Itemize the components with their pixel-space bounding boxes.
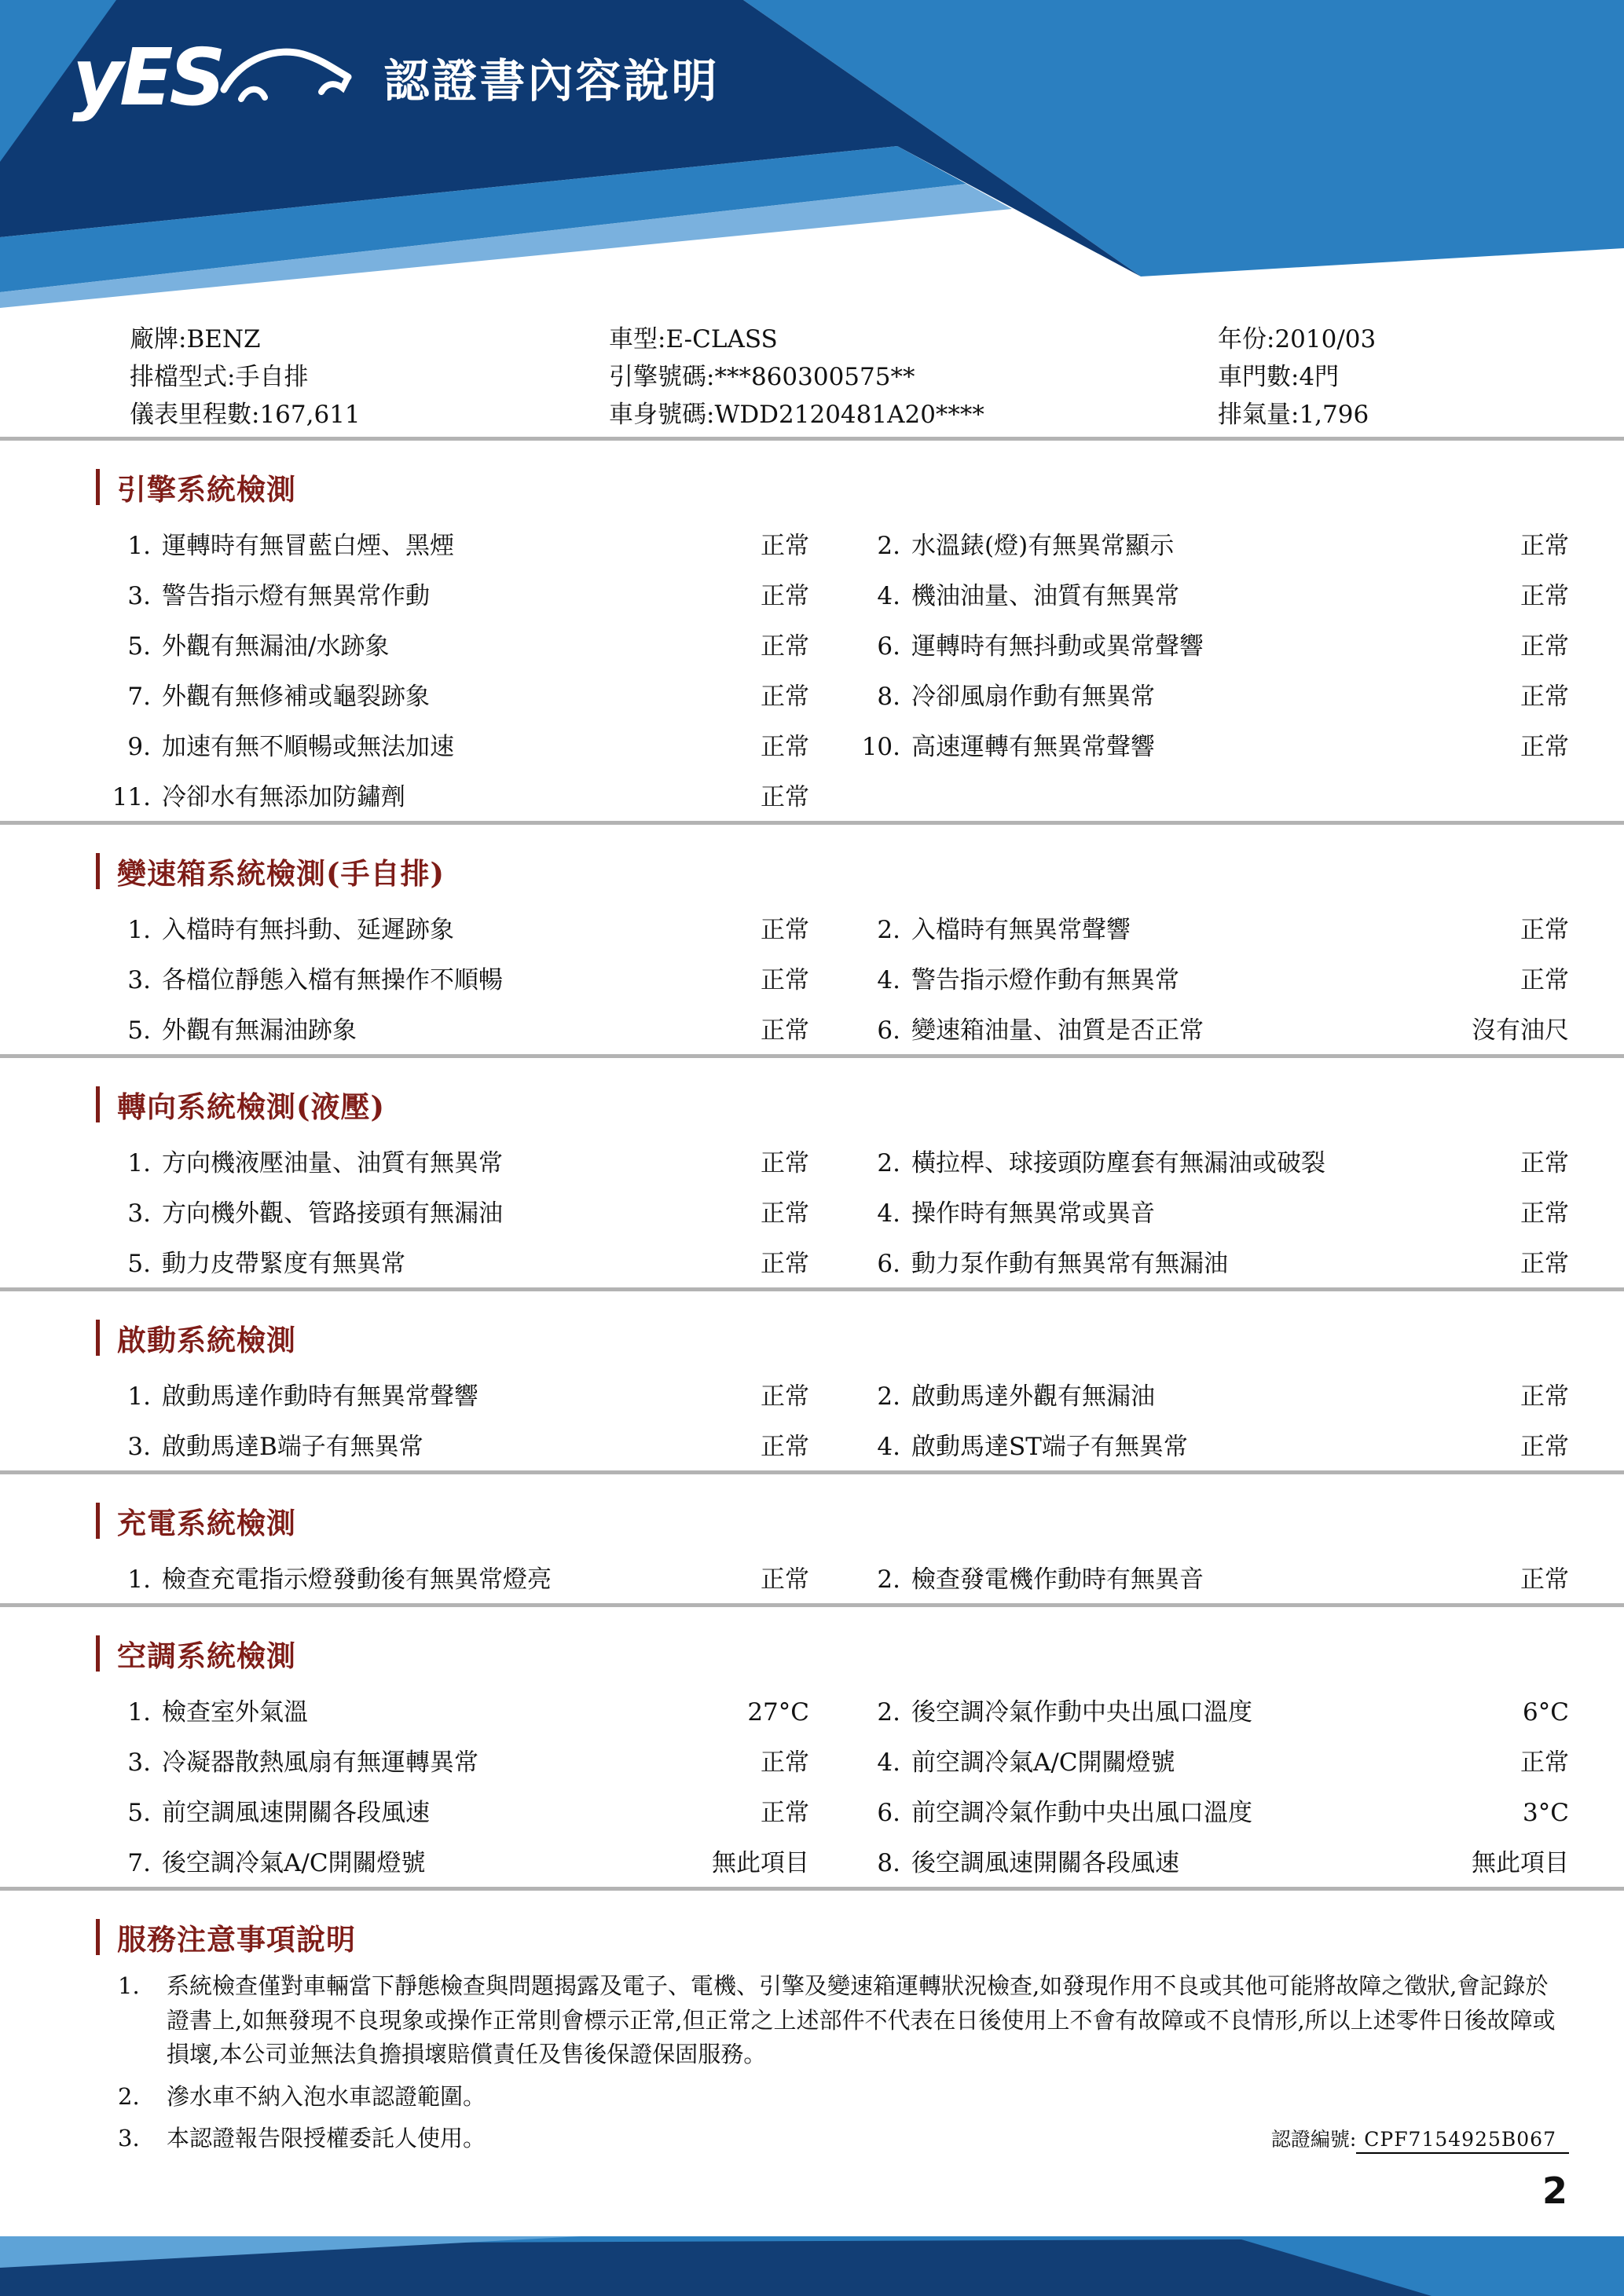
item-result: 正常: [761, 1016, 809, 1045]
note-number: 1.: [118, 1972, 140, 1999]
note-text: 本認證報告限授權委託人使用。: [167, 2125, 486, 2151]
vehicle-info-row: [130, 393, 1624, 430]
item-number: 8.: [877, 682, 900, 711]
item-label: 運轉時有無冒藍白煙、黑煙: [162, 531, 454, 560]
brand-block: [72, 31, 720, 123]
item-number: 5.: [127, 1249, 151, 1278]
field-label: 排氣量:: [1218, 400, 1300, 429]
yes-logo-text: yES: [72, 31, 222, 123]
section-items-transmission: [0, 902, 1624, 1053]
field-value: ***860300575**: [714, 362, 915, 391]
field-value: BENZ: [186, 324, 261, 353]
field-label: 排檔型式:: [130, 362, 236, 391]
item-result: 正常: [1520, 732, 1569, 761]
vehicle-vin: [609, 394, 1218, 430]
vehicle-engine-no: [609, 357, 1218, 392]
item-result: 正常: [1520, 581, 1569, 610]
item-number: 4.: [877, 965, 900, 994]
vehicle-year: [1218, 319, 1624, 354]
field-label: 年份:: [1218, 324, 1275, 353]
item-label: 前空調冷氣A/C開關燈號: [911, 1748, 1175, 1777]
section-red-bar: [96, 853, 100, 889]
service-notes: [0, 1969, 1624, 2156]
field-value: 167,611: [259, 400, 361, 429]
section-red-bar: [96, 1635, 100, 1672]
item-result: 正常: [761, 682, 809, 711]
item-row: [94, 1236, 1569, 1286]
item-label: 前空調冷氣作動中央出風口溫度: [911, 1798, 1252, 1827]
section-title: 引擎系統檢測: [117, 472, 296, 507]
item-row: [94, 1551, 1569, 1602]
vehicle-mileage: [130, 394, 609, 430]
item-result: 正常: [761, 1249, 809, 1278]
page-footer: [0, 2236, 1624, 2296]
note-text: 滲水車不納入泡水車認證範圍。: [167, 2082, 486, 2110]
item-label: 橫拉桿、球接頭防塵套有無漏油或破裂: [911, 1148, 1325, 1177]
section-items-charging: [0, 1551, 1624, 1602]
inspection-item: [809, 910, 1569, 945]
item-label: 啟動馬達作動時有無異常聲響: [162, 1382, 478, 1411]
item-result: 正常: [1520, 1382, 1569, 1411]
item-number: 3.: [127, 965, 151, 994]
note-number: 2.: [118, 2082, 140, 2110]
item-row: [94, 618, 1569, 668]
inspection-item: [809, 1792, 1569, 1828]
field-value: WDD2120481A20****: [714, 400, 984, 429]
item-label: 方向機外觀、管路接頭有無漏油: [162, 1199, 503, 1228]
inspection-item: [94, 676, 809, 712]
item-number: 2.: [877, 1565, 900, 1594]
inspection-item: [809, 1426, 1569, 1462]
section-divider: [0, 1470, 1624, 1474]
item-number: 6.: [877, 632, 900, 661]
section-title: 空調系統檢測: [117, 1639, 296, 1673]
item-number: 7.: [127, 682, 151, 711]
section-title: 充電系統檢測: [117, 1506, 296, 1540]
item-number: 3.: [127, 1432, 151, 1461]
item-number: 2.: [877, 1697, 900, 1727]
item-number: 6.: [877, 1249, 900, 1278]
section-items-steering: [0, 1135, 1624, 1286]
inspection-item: [809, 626, 1569, 661]
item-number: 1.: [127, 531, 151, 560]
item-result: 27°C: [747, 1697, 809, 1727]
item-result: 正常: [761, 1148, 809, 1177]
field-value: 手自排: [235, 362, 309, 391]
item-result: 正常: [761, 581, 809, 610]
section-divider: [0, 1887, 1624, 1891]
item-number: 5.: [127, 1798, 151, 1827]
item-result: 正常: [761, 1748, 809, 1777]
inspection-item: [94, 1559, 809, 1595]
item-result: 正常: [1520, 531, 1569, 560]
inspection-item: [809, 676, 1569, 712]
section-red-bar: [96, 1320, 100, 1356]
item-number: 2.: [877, 1382, 900, 1411]
item-label: 各檔位靜態入檔有無操作不順暢: [162, 965, 503, 994]
item-number: 3.: [127, 1199, 151, 1228]
item-row: [94, 668, 1569, 719]
item-row: [94, 1135, 1569, 1185]
item-row: [94, 1835, 1569, 1885]
item-number: 4.: [877, 581, 900, 610]
item-label: 機油油量、油質有無異常: [911, 581, 1179, 610]
item-number: 3.: [127, 1748, 151, 1777]
section-divider: [0, 1287, 1624, 1291]
item-label: 高速運轉有無異常聲響: [911, 732, 1155, 761]
item-result: 正常: [1520, 915, 1569, 944]
item-result: 正常: [761, 915, 809, 944]
item-number: 1.: [127, 1148, 151, 1177]
item-label: 加速有無不順暢或無法加速: [162, 732, 454, 761]
certificate-number-value: CPF7154925B067: [1356, 2128, 1569, 2154]
field-label: 車門數:: [1218, 362, 1300, 391]
inspection-item: [94, 777, 809, 812]
note-item: [118, 2122, 1569, 2156]
item-label: 啟動馬達外觀有無漏油: [911, 1382, 1155, 1411]
item-label: 冷卻水有無添加防鏽劑: [162, 782, 405, 811]
item-label: 方向機液壓油量、油質有無異常: [162, 1148, 503, 1177]
section-divider: [0, 1054, 1624, 1058]
item-label: 入檔時有無抖動、延遲跡象: [162, 915, 454, 944]
inspection-item: [94, 1742, 809, 1778]
item-number: 3.: [127, 581, 151, 610]
item-number: 4.: [877, 1199, 900, 1228]
field-label: 車身號碼:: [609, 400, 715, 429]
field-value: E-CLASS: [665, 324, 778, 353]
item-row: [94, 902, 1569, 952]
item-number: 1.: [127, 1565, 151, 1594]
item-number: 4.: [877, 1748, 900, 1777]
inspection-item: [94, 1376, 809, 1412]
item-row: [94, 1785, 1569, 1835]
item-label: 外觀有無漏油/水跡象: [162, 632, 390, 661]
item-result: 正常: [1520, 1249, 1569, 1278]
item-label: 動力泵作動有無異常有無漏油: [911, 1249, 1228, 1278]
item-label: 水溫錶(燈)有無異常顯示: [911, 531, 1175, 560]
inspection-item: [809, 727, 1569, 762]
item-label: 外觀有無修補或龜裂跡象: [162, 682, 430, 711]
item-result: 正常: [761, 782, 809, 811]
item-row: [94, 1185, 1569, 1236]
section-red-bar: [96, 469, 100, 505]
inspection-item: [809, 576, 1569, 611]
item-number: 8.: [877, 1848, 900, 1877]
section-header-steering: [96, 1085, 1624, 1124]
section-red-bar: [96, 1919, 100, 1955]
inspection-item: [809, 1376, 1569, 1412]
vehicle-info-row: [130, 355, 1624, 393]
item-result: 6°C: [1523, 1697, 1569, 1727]
section-items-engine: [0, 518, 1624, 819]
certificate-number-label: 認證編號:: [1270, 2128, 1357, 2151]
item-row: [94, 719, 1569, 769]
section-divider: [0, 821, 1624, 825]
section-items-ac: [0, 1684, 1624, 1885]
inspection-item: [94, 727, 809, 762]
note-number: 3.: [118, 2125, 140, 2151]
item-number: 2.: [877, 1148, 900, 1177]
item-result: 沒有油尺: [1472, 1016, 1569, 1045]
item-label: 警告指示燈有無異常作動: [162, 581, 430, 610]
item-label: 後空調冷氣作動中央出風口溫度: [911, 1697, 1252, 1727]
item-number: 2.: [877, 915, 900, 944]
inspection-item: [809, 1742, 1569, 1778]
item-result: 正常: [1520, 1148, 1569, 1177]
inspection-item: [94, 576, 809, 611]
field-label: 廠牌:: [130, 324, 187, 353]
item-result: 正常: [761, 1199, 809, 1228]
item-label: 冷卻風扇作動有無異常: [911, 682, 1155, 711]
inspection-item: [809, 1193, 1569, 1229]
item-row: [94, 568, 1569, 618]
inspection-item: [809, 1010, 1569, 1045]
vehicle-model: [609, 319, 1218, 354]
item-number: 6.: [877, 1798, 900, 1827]
item-number: 5.: [127, 632, 151, 661]
inspection-item: [94, 626, 809, 661]
section-red-bar: [96, 1086, 100, 1122]
section-header-ac: [96, 1634, 1624, 1673]
item-result: 無此項目: [712, 1848, 809, 1877]
inspection-item: [94, 1426, 809, 1462]
item-result: 正常: [1520, 965, 1569, 994]
item-result: 正常: [761, 965, 809, 994]
inspection-item: [94, 1193, 809, 1229]
item-result: 正常: [1520, 1199, 1569, 1228]
item-label: 操作時有無異常或異音: [911, 1199, 1155, 1228]
item-label: 後空調風速開關各段風速: [911, 1848, 1179, 1877]
item-result: 正常: [1520, 632, 1569, 661]
section-title: 啟動系統檢測: [117, 1323, 296, 1357]
section-header-starter: [96, 1318, 1624, 1357]
vehicle-brand: [130, 319, 609, 354]
item-label: 啟動馬達ST端子有無異常: [911, 1432, 1188, 1461]
item-number: 5.: [127, 1016, 151, 1045]
field-label: 引擎號碼:: [609, 362, 715, 391]
section-divider: [0, 1603, 1624, 1607]
field-value: 4門: [1299, 362, 1340, 391]
inspection-item: [94, 1843, 809, 1878]
item-label: 運轉時有無抖動或異常聲響: [911, 632, 1204, 661]
inspection-item: [809, 1559, 1569, 1595]
item-label: 動力皮帶緊度有無異常: [162, 1249, 405, 1278]
item-result: 正常: [761, 1565, 809, 1594]
note-text: 系統檢查僅對車輛當下靜態檢查與問題揭露及電子、電機、引擎及變速箱運轉狀況檢查,如發現作用不良或其他可能將故障之徵狀,會記錄於證書上,如無發現不良現象或操作正常則會標示正常,但正常之上述部件不代表在日後使用上不會有故障或不良情形,所以上述零件日後故障或損壞,本公司並無法負擔損壞賠償責任及售後保證保固服務。: [167, 1972, 1556, 2067]
inspection-item: [94, 1243, 809, 1279]
item-label: 入檔時有無異常聲響: [911, 915, 1131, 944]
item-row: [94, 1002, 1569, 1053]
item-result: 正常: [1520, 682, 1569, 711]
item-number: 7.: [127, 1848, 151, 1877]
item-number: 1.: [127, 1382, 151, 1411]
item-number: 4.: [877, 1432, 900, 1461]
item-row: [94, 1368, 1569, 1419]
item-label: 變速箱油量、油質是否正常: [911, 1016, 1204, 1045]
item-row: [94, 1734, 1569, 1785]
certificate-number-line: [1271, 2125, 1569, 2155]
item-label: 後空調冷氣A/C開關燈號: [162, 1848, 426, 1877]
item-result: 正常: [761, 732, 809, 761]
vehicle-displacement: [1218, 394, 1624, 430]
inspection-item: [94, 1792, 809, 1828]
item-number: 9.: [127, 732, 151, 761]
field-value: 1,796: [1299, 400, 1369, 429]
item-number: 1.: [127, 915, 151, 944]
item-result: 正常: [1520, 1565, 1569, 1594]
inspection-item: [809, 1692, 1569, 1727]
inspection-item: [94, 960, 809, 995]
page-number: 2: [1542, 2170, 1567, 2212]
inspection-item: [94, 525, 809, 561]
item-number: 11.: [112, 782, 151, 811]
inspection-item: [809, 1843, 1569, 1878]
inspection-item: [809, 960, 1569, 995]
inspection-item: [94, 1143, 809, 1178]
item-label: 啟動馬達B端子有無異常: [162, 1432, 423, 1461]
inspection-item: [809, 1143, 1569, 1178]
yes-logo: [72, 31, 353, 123]
item-label: 外觀有無漏油跡象: [162, 1016, 357, 1045]
vehicle-gearbox: [130, 357, 609, 392]
item-row: [94, 1684, 1569, 1734]
field-value: 2010/03: [1274, 324, 1377, 353]
section-header-transmission: [96, 851, 1624, 891]
page-title: 認證書內容說明: [383, 54, 720, 108]
page-header: [0, 0, 1624, 308]
item-row: [94, 1419, 1569, 1469]
car-outline-icon: [219, 35, 353, 113]
item-label: 檢查發電機作動時有無異音: [911, 1565, 1204, 1594]
item-label: 檢查充電指示燈發動後有無異常燈亮: [162, 1565, 552, 1594]
inspection-item: [94, 1010, 809, 1045]
item-row: [94, 952, 1569, 1002]
item-number: 2.: [877, 531, 900, 560]
item-label: 警告指示燈作動有無異常: [911, 965, 1179, 994]
section-items-starter: [0, 1368, 1624, 1469]
item-result: 正常: [761, 1432, 809, 1461]
section-header-notes: [96, 1917, 1624, 1957]
note-item: [118, 2080, 1569, 2115]
item-label: 冷凝器散熱風扇有無運轉異常: [162, 1748, 478, 1777]
item-label: 檢查室外氣溫: [162, 1697, 308, 1727]
section-red-bar: [96, 1503, 100, 1539]
section-divider: [0, 437, 1624, 441]
vehicle-info-row: [130, 317, 1624, 355]
item-result: 正常: [1520, 1748, 1569, 1777]
section-title: 轉向系統檢測(液壓): [117, 1089, 386, 1124]
field-label: 儀表里程數:: [130, 400, 260, 429]
item-result: 正常: [761, 1382, 809, 1411]
item-result: 正常: [761, 632, 809, 661]
item-number: 6.: [877, 1016, 900, 1045]
section-header-engine: [96, 467, 1624, 507]
item-result: 正常: [761, 531, 809, 560]
vehicle-info: [0, 308, 1624, 430]
field-label: 車型:: [609, 324, 666, 353]
note-item: [118, 1969, 1569, 2072]
item-result: 3°C: [1523, 1798, 1569, 1827]
item-result: 無此項目: [1472, 1848, 1569, 1877]
inspection-item: [94, 910, 809, 945]
section-title: 變速箱系統檢測(手自排): [117, 856, 445, 891]
vehicle-doors: [1218, 357, 1624, 392]
inspection-item: [809, 525, 1569, 561]
item-result: 正常: [761, 1798, 809, 1827]
item-row: [94, 518, 1569, 568]
item-label: 前空調風速開關各段風速: [162, 1798, 430, 1827]
section-title: 服務注意事項說明: [117, 1922, 356, 1957]
item-number: 1.: [127, 1697, 151, 1727]
item-result: 正常: [1520, 1432, 1569, 1461]
item-row: [94, 769, 1569, 819]
section-header-charging: [96, 1501, 1624, 1540]
inspection-item: [94, 1692, 809, 1727]
inspection-item: [809, 1243, 1569, 1279]
item-number: 10.: [861, 732, 900, 761]
